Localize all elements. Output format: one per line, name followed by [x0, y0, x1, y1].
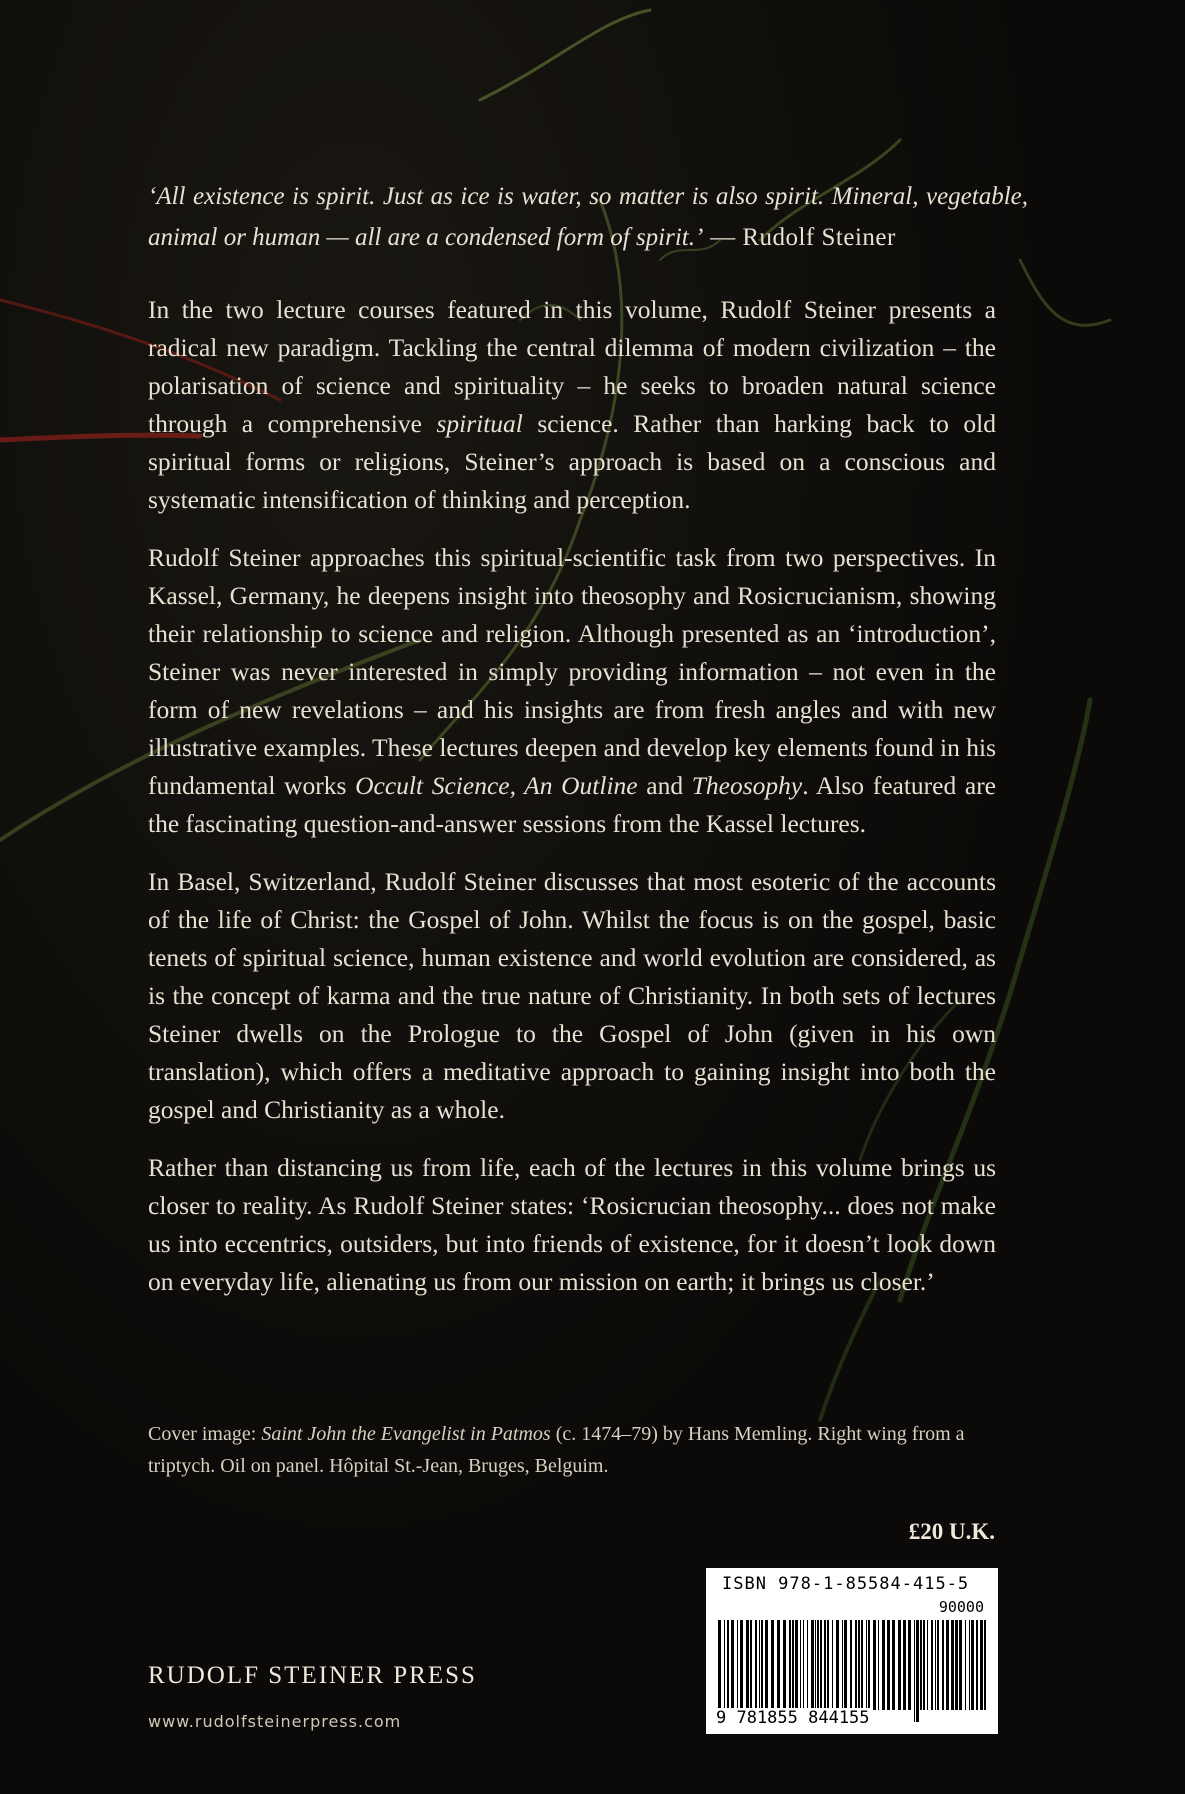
- barcode-bar: [724, 1620, 725, 1722]
- barcode-bar: [737, 1620, 738, 1710]
- publisher-website: www.rudolfsteinerpress.com: [148, 1712, 402, 1731]
- barcode-bar: [759, 1620, 760, 1710]
- barcode-bar: [887, 1620, 890, 1710]
- barcode-bar: [820, 1620, 822, 1710]
- ean-digits: 9 781855 844155: [716, 1708, 870, 1728]
- barcode-bar: [935, 1620, 936, 1710]
- barcode-bar: [959, 1620, 962, 1710]
- barcode-bar: [861, 1620, 863, 1710]
- barcode-bar: [903, 1620, 906, 1710]
- barcode-bar: [777, 1620, 780, 1710]
- barcode-bar: [984, 1620, 986, 1710]
- text-run: Cover image:: [148, 1423, 262, 1445]
- barcode-bar: [718, 1620, 721, 1722]
- text-run: Rather than distancing us from life, each of the lectures in this volume brings us closer to reality. As Rudolf Steiner states: ‘Rosicrucian theosophy... does not make us into eccentrics, outsiders, but into friends of existence, for it doesn’t look down on everyday life, alienating us from our mission on earth; it brings us closer.’: [148, 1153, 996, 1296]
- barcode-bar: [955, 1620, 958, 1710]
- publisher-name: RUDOLF STEINER PRESS: [148, 1662, 477, 1689]
- text-run: science. Rather than harking back to old spiritual forms or religions, Steiner’s approach is based on a conscious and systematic intensification of thinking and perception.: [148, 409, 996, 514]
- barcode-bar: [971, 1620, 974, 1710]
- barcode-bar: [916, 1620, 919, 1722]
- barcode-bar: [931, 1620, 933, 1710]
- isbn-number: ISBN 978-1-85584-415-5: [722, 1574, 970, 1594]
- barcode-bar: [942, 1620, 944, 1710]
- barcode-bar: [892, 1620, 895, 1710]
- barcode-bar: [873, 1620, 876, 1710]
- text-run: and: [637, 771, 692, 800]
- barcode-bars: [718, 1620, 988, 1722]
- barcode-bar: [951, 1620, 954, 1710]
- barcode-bar: [842, 1620, 843, 1710]
- text-run: In Basel, Switzerland, Rudolf Steiner discusses that most esoteric of the accounts of the life of Christ: the Gospel of John. Whilst the focus is on the gospel, basic tenets of spiritual science, human existence and world evolution are considered, as is the concept of karma and the true nature of Christianity. In both sets of lectures Steiner dwells on the Prologue to the Gospel of John (given in his own translation), which offers a meditative approach to gaining insight into both the gospel and Christianity as a whole.: [148, 867, 996, 1124]
- barcode-bar: [746, 1620, 749, 1710]
- barcode-bar: [727, 1620, 729, 1710]
- italic-title-text: Saint John the Evangelist in Patmos: [261, 1423, 551, 1445]
- italic-title-text: Occult Science, An Outline: [355, 771, 638, 800]
- barcode-bar: [937, 1620, 939, 1710]
- text-run: (c. 1474–79) by Hans Memling. Right wing from a triptych. Oil on panel. Hôpital St.-Jean, Bruges, Belguim.: [148, 1423, 965, 1477]
- barcode-bar: [783, 1620, 786, 1710]
- barcode-bar: [980, 1620, 983, 1710]
- barcode-bar: [878, 1620, 879, 1710]
- barcode-bar: [811, 1620, 814, 1710]
- barcode-bar: [946, 1620, 949, 1710]
- italic-title-text: Theosophy: [691, 771, 803, 800]
- quote-attribution: — Rudolf Steiner: [703, 224, 896, 251]
- barcode-bar: [789, 1620, 791, 1710]
- text-run: In the two lecture courses featured in this volume, Rudolf Steiner presents a radical new paradigm. Tackling the central dilemma of modern civilization – the polarisation of science and spirituality – he seeks to broaden natural science through a comprehensive: [148, 295, 996, 438]
- barcode-bar: [965, 1620, 966, 1710]
- barcode-bar: [740, 1620, 743, 1710]
- barcode-bar: [792, 1620, 794, 1710]
- barcode-bar: [882, 1620, 885, 1710]
- barcode-bar: [800, 1620, 801, 1710]
- cover-image-credit: [148, 1418, 1008, 1482]
- text-run: . Also featured are the fascinating question-and-answer sessions from the Kassel lectures.: [148, 771, 997, 838]
- barcode-bar: [844, 1620, 847, 1710]
- barcode-bar: [866, 1620, 867, 1710]
- barcode-bar: [850, 1620, 852, 1710]
- isbn-barcode: [706, 1568, 998, 1734]
- barcode-bar: [795, 1620, 798, 1710]
- blurb-paragraph: [148, 539, 996, 843]
- barcode-bar: [827, 1620, 829, 1710]
- blurb-text: [148, 291, 996, 1321]
- barcode-bar: [807, 1620, 808, 1710]
- barcode-bar: [976, 1620, 978, 1710]
- blurb-paragraph: [148, 1149, 996, 1301]
- barcode-bar: [855, 1620, 857, 1710]
- barcode-bar: [803, 1620, 804, 1710]
- barcode-bar: [731, 1620, 734, 1710]
- text-run: Rudolf Steiner approaches this spiritual-scientific task from two perspectives. In Kassel, Germany, he deepens insight into theosophy and Rosicrucianism, showing their relationship to science and religion. Although presented as an ‘introduction’, Steiner was never interested in simply providing information – not even in the form of new revelations – and his insights are from fresh angles and with new illustrative examples. These lectures deepen and develop key elements found in his fundamental works: [148, 543, 996, 800]
- barcode-bar: [908, 1620, 911, 1710]
- epigraph-quote: [148, 176, 1028, 258]
- barcode-bar: [868, 1620, 870, 1710]
- barcode-bar: [817, 1620, 819, 1710]
- barcode-bar: [755, 1620, 757, 1710]
- barcode-bar: [858, 1620, 860, 1710]
- blurb-paragraph: [148, 291, 996, 519]
- barcode-bar: [750, 1620, 752, 1710]
- barcode-bar: [815, 1620, 816, 1710]
- barcode-addon-number: 90000: [938, 1598, 984, 1616]
- barcode-bar: [920, 1620, 922, 1710]
- barcode-bar: [914, 1620, 915, 1722]
- italic-title-text: spiritual: [436, 409, 523, 438]
- barcode-bar: [824, 1620, 826, 1710]
- barcode-bar: [836, 1620, 839, 1710]
- barcode-bar: [771, 1620, 774, 1710]
- barcode-bar: [923, 1620, 925, 1710]
- barcode-bar: [927, 1620, 928, 1710]
- barcode-bar: [898, 1620, 901, 1710]
- barcode-bar: [832, 1620, 833, 1710]
- barcode-bar: [765, 1620, 768, 1710]
- price-label: £20 U.K.: [908, 1519, 995, 1544]
- barcode-bar: [761, 1620, 763, 1710]
- barcode-bar: [969, 1620, 970, 1710]
- quote-text: ‘All existence is spirit. Just as ice is water, so matter is also spirit. Mineral, vegetable, animal or human — all are a condensed form of spirit.’: [148, 183, 1028, 251]
- blurb-paragraph: [148, 863, 996, 1129]
